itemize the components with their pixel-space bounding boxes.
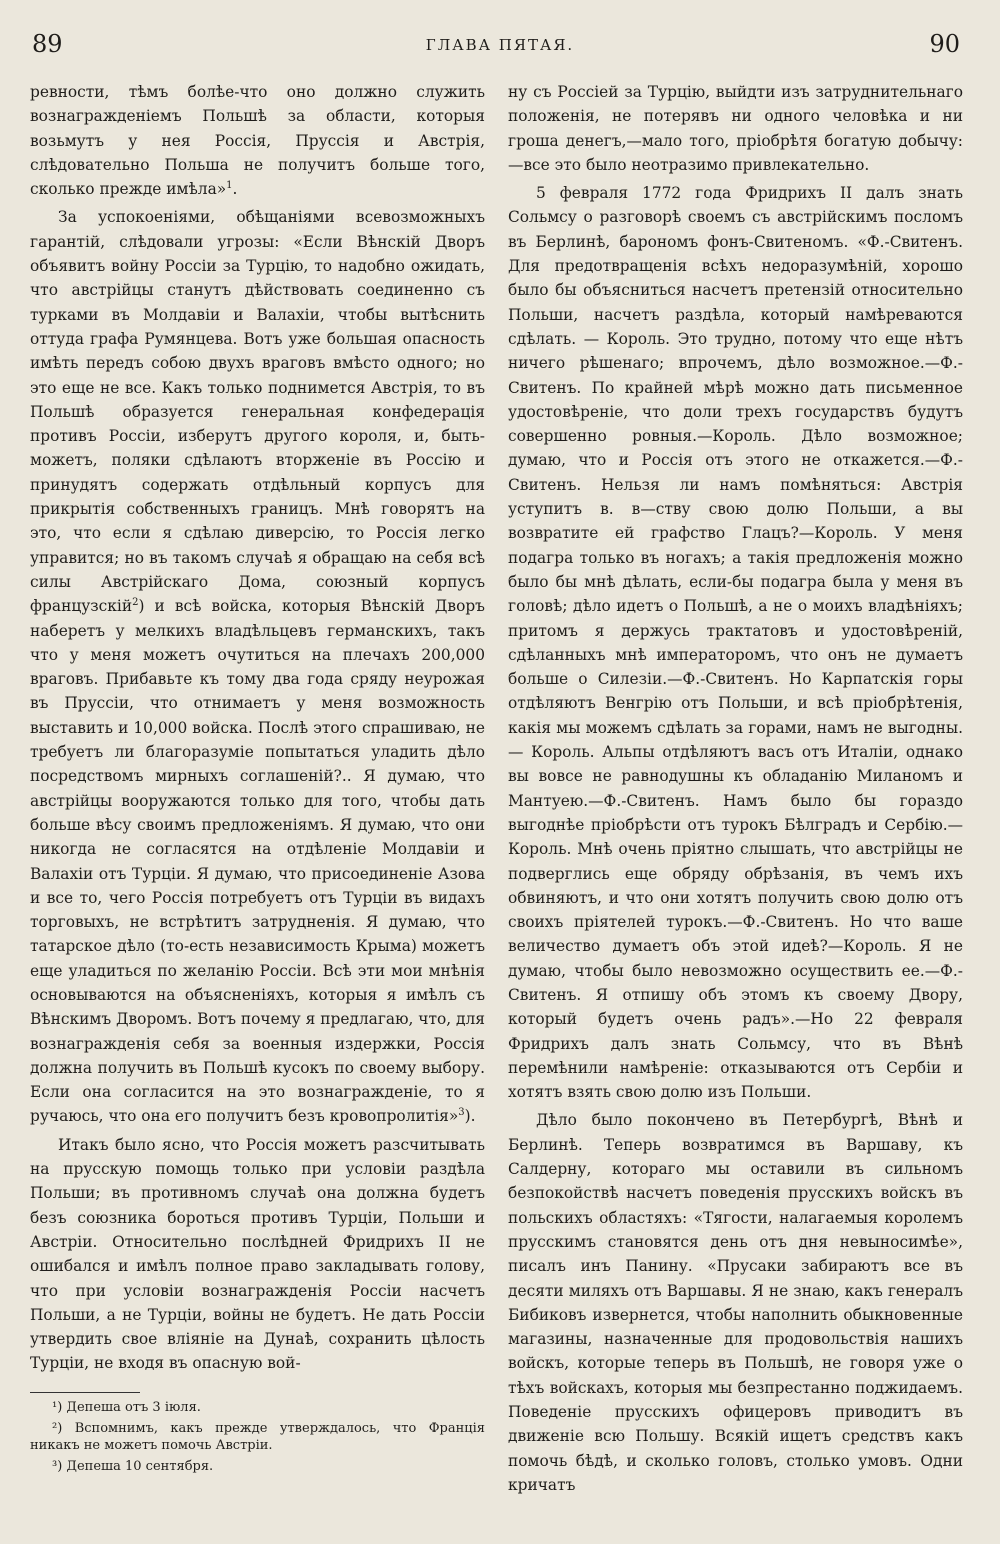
right-column	[508, 80, 963, 1497]
footnote: ³) Депеша 10 сентября.	[52, 1458, 214, 1474]
footnote-mark: 2	[132, 597, 139, 609]
running-title: ГЛАВА ПЯТАЯ.	[425, 36, 575, 54]
footnote: ²) Вспомнимъ, какъ прежде утверждалось, что Франція никакъ не можетъ помочь Австріи.	[30, 1420, 485, 1453]
page-header	[30, 30, 970, 66]
paragraph: Дѣло было покончено въ Петербургѣ, Вѣнѣ и Берлинѣ. Теперь возвратимся въ Варшаву, къ Салдерну, котораго мы оставили въ сильномъ безпокойствѣ насчетъ поведенія прусскихъ войскъ въ польскихъ областяхъ: «Тягости, налагаемыя королемъ прусскимъ становятся день отъ дня невыносимѣе», писалъ инъ Панину. «Прусаки забираютъ все въ десяти миляхъ отъ Варшавы. Я не знаю, какъ генералъ Бибиковъ извернется, чтобы наполнить обыкновенные магазины, назначенные для продовольствія нашихъ войскъ, которые теперь въ Польшѣ, не говоря уже о тѣхъ войскахъ, которыя мы безпрестанно поджидаемъ. Поведеніе прусскихъ офицеровъ приводитъ въ движеніе всю Польшу. Всякій ищетъ средствъ какъ помочь бѣдѣ, и сколько головъ, столько умовъ. Одни кричатъ	[508, 1111, 963, 1494]
paragraph: Итакъ было ясно, что Россія можетъ разсчитывать на прусскую помощь только при условіи раздѣла Польши; въ противномъ случаѣ она должна будетъ безъ союзника бороться противъ Турціи, Польши и Австріи. Относительно послѣдней Фридрихъ II не ошибался и имѣлъ полное право закладывать голову, что при условіи вознагражденія Россіи насчетъ Польши, а не Турціи, войны не будетъ. Не дать Россіи утвердить свое вліяніе на Дунаѣ, сохранить цѣлость Турціи, не входя въ опасную вой-	[30, 1135, 485, 1373]
paragraph: 5 февраля 1772 года Фридрихъ II далъ знать Сольмсу о разговорѣ своемъ съ австрійскимъ посломъ въ Берлинѣ, барономъ фонъ-Свитеномъ. «Ф.-Свитенъ. Для предотвращенія всѣхъ недоразумѣній, хорошо было бы объясниться насчетъ претензій относительно Польши, насчетъ раздѣла, который намѣреваются сдѣлать. — Король. Это трудно, потому что еще нѣтъ ничего рѣшенаго; впрочемъ, дѣло возможное.—Ф.-Свитенъ. По крайней мѣрѣ можно дать письменное удостовѣреніе, что доли трехъ государствъ будутъ совершенно ровныя.—Король. Дѣло возможное; думаю, что и Россія отъ этого не откажется.—Ф.-Свитенъ. Нельзя ли намъ помѣняться: Австрія уступитъ в. в—ству свою долю Польши, а вы возвратите ей графство Глацъ?—Король. У меня подагра только въ ногахъ; а такія предложенія можно было бы мнѣ дѣлать, если-бы подагра была у меня въ головѣ; дѣло идетъ о Польшѣ, а не о моихъ владѣніяхъ; притомъ я держусь трактатовъ и удостовѣреній, сдѣланныхъ мнѣ императоромъ, что онъ не думаетъ больше о Силезіи.—Ф.-Свитенъ. Но Карпатскія горы отдѣляютъ Венгрію отъ Польши, и всѣ пріобрѣтенія, какія мы можемъ сдѣлать за горами, намъ не выгодны. — Король. Альпы отдѣляютъ васъ отъ Италіи, однако вы вовсе не равнодушны къ обладанію Миланомъ и Мантуею.—Ф.-Свитенъ. Намъ было бы гораздо выгоднѣе пріобрѣсти отъ турокъ Бѣлградъ и Сербію.—Король. Мнѣ очень пріятно слышать, что австрійцы не подверглись еще обряду обрѣзанія, въ чемъ ихъ обвиняютъ, и что они хотятъ получить свою долю отъ своихъ пріятелей турокъ.—Ф.-Свитенъ. Но что ваше величество думаетъ объ этой идеѣ?—Король. Я не думаю, чтобы было невозможно осуществить ее.—Ф.-Свитенъ. Я отпишу объ этомъ къ своему Двору, который будетъ очень радъ».—Но 22 февраля Фридрихъ далъ знать Сольмсу, что въ Вѣнѣ перемѣнили намѣреніе: отказываются отъ Сербіи и хотятъ взять свою долю изъ Польши.	[508, 184, 963, 1102]
page-number-left: 89	[32, 30, 63, 58]
footnote-divider	[30, 1392, 140, 1393]
paragraph: За успокоеніями, обѣщаніями всевозможныхъ гарантій, слѣдовали угрозы: «Если Вѣнскій Дворъ объявитъ войну Россіи за Турцію, то надобно ожидать, что австрійцы станутъ дѣйствовать соединенно съ турками въ Молдавіи и Валахіи, чтобы вытѣснить оттуда графа Румянцева. Вотъ уже большая опасность имѣть передъ собою двухъ враговъ вмѣсто одного; но это еще не все. Какъ только поднимется Австрія, то въ Польшѣ образуется генеральная конфедерація противъ Россіи, изберутъ другого короля, и, быть-можетъ, поляки сдѣлаютъ вторженіе въ Россію и принудятъ содержать отдѣльный корпусъ для прикрытія собственныхъ границъ. Мнѣ говорятъ на это, что если я сдѣлаю диверсію, то Россія легко управится; но въ такомъ случаѣ я обращаю на себя всѣ силы Австрійскаго Дома, союзный корпусъ французскій$^2$) и всѣ войска, которыя Вѣнскій Дворъ наберетъ у мелкихъ владѣльцевъ германскихъ, такъ что у меня можетъ очутиться на плечахъ 200,000 враговъ. Прибавьте къ тому два года сряду неурожая въ Пруссіи, что отнимаетъ у меня возможность выставить и 10,000 войска. Послѣ этого спрашиваю, не требуетъ ли благоразуміе попытаться уладить дѣло посредствомъ мирныхъ соглашеній?.. Я думаю, что австрійцы вооружаются только для того, чтобы дать больше вѣсу своимъ предложеніямъ. Я думаю, что они никогда не согласятся на отдѣленіе Молдавіи и Валахіи отъ Турціи. Я думаю, что присоединеніе Азова и все то, чего Россія потребуетъ отъ Турціи въ видахъ торговыхъ, не встрѣтитъ затрудненія. Я думаю, что татарское дѣло (то-есть независимость Крыма) можетъ еще уладиться по желанію Россіи. Всѣ эти мои мнѣнія основываются на объясненіяхъ, которыя я имѣлъ съ Вѣнскимъ Дворомъ. Вотъ почему я предлагаю, что, для вознагражденія себя за военныя издержки, Россія должна получить въ Польшѣ кусокъ по своему выбору. Если она согласится на это вознагражденіе, то я ручаюсь, что она его получитъ безъ кровопролитія»$^3$).	[30, 208, 485, 1126]
footnote-mark: 3	[458, 1107, 465, 1119]
footnote: ¹) Депеша отъ 3 іюля.	[52, 1399, 201, 1415]
paragraph: ну съ Россіей за Турцію, выйдти изъ затруднительнаго положенія, не потерявъ ни одного человѣка и ни гроша денегъ,—мало того, пріобрѣтя богатую добычу:—все это было неотразимо привлекательно.	[508, 83, 963, 174]
page-number-right: 90	[929, 30, 960, 58]
footnote-mark: 1	[226, 180, 233, 192]
paragraph: ревности, тѣмъ болѣе-что оно должно служить вознагражденіемъ Польшѣ за области, которыя возьмутъ у нея Россія, Пруссія и Австрія, слѣдовательно Польша не получитъ больше того, сколько прежде имѣла»$^1$.	[30, 83, 485, 199]
left-column	[30, 80, 485, 1475]
